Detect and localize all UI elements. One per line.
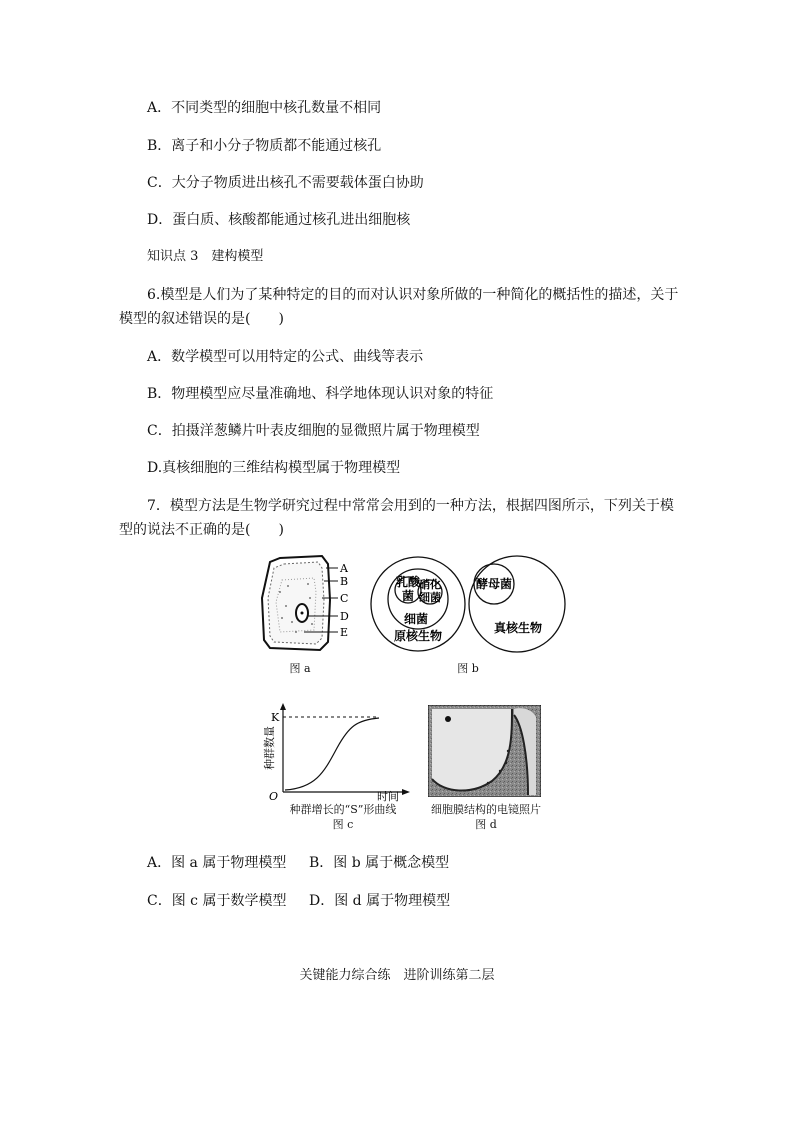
q5-option-c: C．大分子物质进出核孔不需要载体蛋白协助 bbox=[147, 175, 424, 191]
q6-option-d: D.真核细胞的三维结构模型属于物理模型 bbox=[147, 460, 401, 476]
fig-d-caption-line2: 图 d bbox=[475, 818, 497, 831]
fig-b-prokaryote: 原核生物 bbox=[393, 629, 443, 643]
fig-a-label-a: A bbox=[340, 562, 348, 575]
q5-option-a: A．不同类型的细胞中核孔数量不相同 bbox=[147, 100, 382, 116]
q6-option-c: C．拍摄洋葱鳞片叶表皮细胞的显微照片属于物理模型 bbox=[147, 423, 480, 439]
q6-option-b: B．物理模型应尽量准确地、科学地体现认识对象的特征 bbox=[147, 386, 494, 402]
fig-b-nitro-line1: 硝化 bbox=[419, 578, 441, 591]
fig-d-caption-line1: 细胞膜结构的电镜照片 bbox=[431, 803, 541, 816]
fig-b-lactic-line2: 菌 bbox=[401, 589, 415, 603]
fig-c-y-axis-label: 种群数量 bbox=[263, 726, 276, 770]
q7-stem-line2: 型的说法不正确的是( ) bbox=[119, 522, 284, 538]
fig-c-origin-label: O bbox=[269, 790, 279, 802]
fig-c-x-axis-label: 时间 bbox=[377, 790, 399, 802]
fig-a-label-c: C bbox=[340, 592, 349, 605]
section-heading-footer: 关键能力综合练 进阶训练第二层 bbox=[299, 968, 495, 983]
fig-c-k-label: K bbox=[271, 711, 280, 724]
q7-option-d: D．图 d 属于物理模型 bbox=[309, 893, 451, 909]
fig-a-label-b: B bbox=[340, 575, 349, 588]
figure-d-em-photo bbox=[428, 705, 541, 797]
fig-c-caption-line2: 图 c bbox=[332, 818, 354, 831]
fig-b-caption: 图 b bbox=[457, 662, 479, 675]
fig-b-yeast: 酵母菌 bbox=[475, 577, 513, 591]
fig-a-label-e: E bbox=[340, 626, 349, 639]
figure-a-plant-cell bbox=[258, 552, 362, 654]
q6-stem-line2: 模型的叙述错误的是( ) bbox=[119, 311, 284, 327]
q7-option-a: A．图 a 属于物理模型 bbox=[147, 855, 287, 871]
fig-b-eukaryote: 真核生物 bbox=[493, 621, 543, 635]
fig-a-caption: 图 a bbox=[289, 662, 311, 675]
fig-c-caption-line1: 种群增长的“S”形曲线 bbox=[289, 803, 397, 816]
q7-option-b: B．图 b 属于概念模型 bbox=[309, 855, 450, 871]
section-title: 知识点 3 建构模型 bbox=[147, 249, 264, 264]
q5-option-b: B．离子和小分子物质都不能通过核孔 bbox=[147, 138, 382, 154]
q7-stem-line1: 7．模型方法是生物学研究过程中常常会用到的一种方法，根据四图所示，下列关于模 bbox=[147, 498, 674, 514]
fig-b-nitro-line2: 细菌 bbox=[419, 591, 441, 604]
q6-option-a: A．数学模型可以用特定的公式、曲线等表示 bbox=[147, 349, 424, 365]
figure-b-concept-diagram bbox=[368, 554, 570, 656]
q5-option-d: D．蛋白质、核酸都能通过核孔进出细胞核 bbox=[147, 212, 411, 228]
q7-option-c: C．图 c 属于数学模型 bbox=[147, 893, 287, 909]
figure-c-s-curve bbox=[255, 700, 420, 802]
q6-stem-line1: 6.模型是人们为了某种特定的目的而对认识对象所做的一种简化的概括性的描述，关于 bbox=[147, 287, 679, 303]
fig-a-label-d: D bbox=[340, 610, 349, 623]
fig-b-bacteria: 细菌 bbox=[403, 612, 429, 626]
fig-b-lactic-line1: 乳酸 bbox=[395, 575, 421, 589]
